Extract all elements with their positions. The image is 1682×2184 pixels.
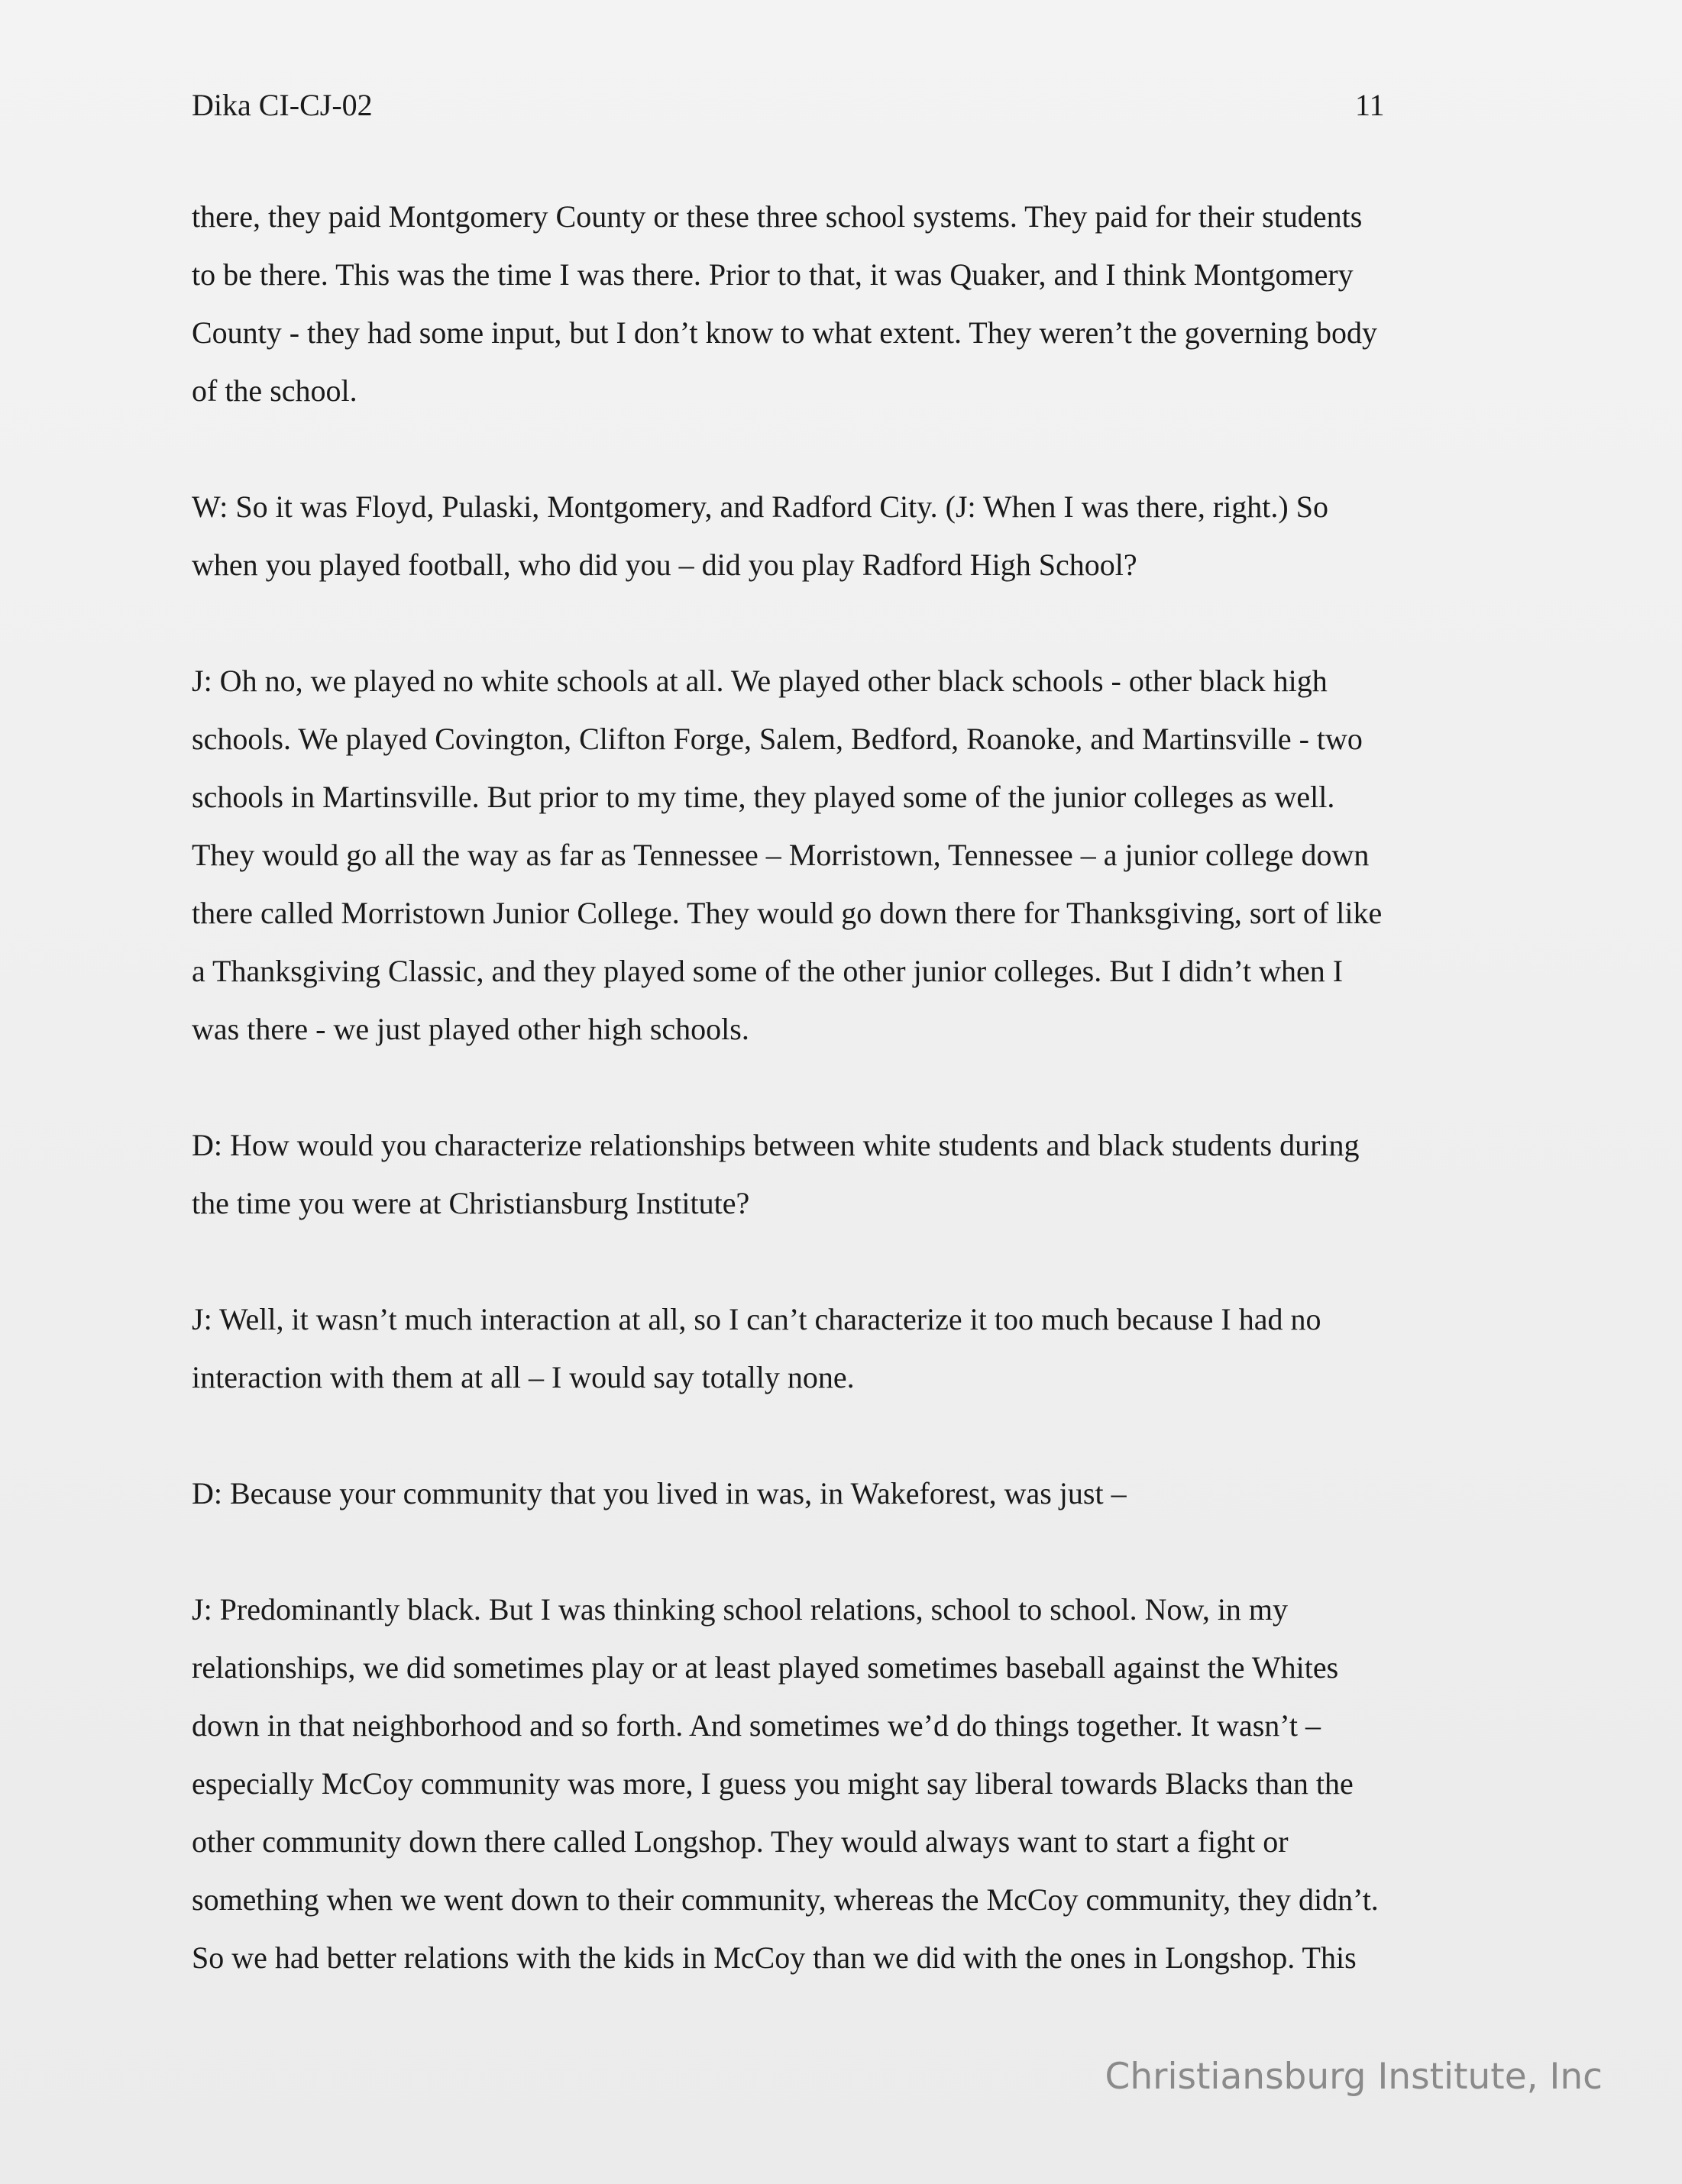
paragraph: [192, 1291, 1521, 1407]
text-line: interaction with them at all – I would say totally none.: [192, 1360, 855, 1394]
text-line: there, they paid Montgomery County or these three school systems. They paid for their students: [192, 199, 1363, 234]
paragraph: [192, 478, 1521, 594]
text-line: W: So it was Floyd, Pulaski, Montgomery, and Radford City. (J: When I was there, right.) So: [192, 489, 1328, 524]
text-line: D: How would you characterize relationships between white students and black students during: [192, 1128, 1360, 1162]
text-line: They would go all the way as far as Tennessee – Morristown, Tennessee – a junior college down: [192, 838, 1370, 872]
paragraph: [192, 188, 1521, 420]
text-line: relationships, we did sometimes play or at least played sometimes baseball against the Whites: [192, 1650, 1339, 1685]
transcript-body: [192, 188, 1521, 2045]
text-line: especially McCoy community was more, I guess you might say liberal towards Blacks than the: [192, 1766, 1354, 1801]
text-line: there called Morristown Junior College. They would go down there for Thanksgiving, sort of like: [192, 896, 1383, 930]
text-line: schools in Martinsville. But prior to my time, they played some of the junior colleges as well.: [192, 780, 1335, 814]
text-line: to be there. This was the time I was there. Prior to that, it was Quaker, and I think Montgomery: [192, 257, 1354, 292]
text-line: something when we went down to their community, whereas the McCoy community, they didn’t.: [192, 1882, 1379, 1917]
text-line: was there - we just played other high schools.: [192, 1012, 749, 1046]
text-line: other community down there called Longshop. They would always want to start a fight or: [192, 1824, 1289, 1859]
watermark-text: Christiansburg Institute, Inc: [1105, 2056, 1603, 2098]
text-line: a Thanksgiving Classic, and they played some of the other junior colleges. But I didn’t when I: [192, 954, 1344, 988]
text-line: So we had better relations with the kids in McCoy than we did with the ones in Longshop. This: [192, 1940, 1357, 1975]
text-line: schools. We played Covington, Clifton Forge, Salem, Bedford, Roanoke, and Martinsville - two: [192, 722, 1363, 756]
text-line: County - they had some input, but I don’t know to what extent. They weren’t the governing body: [192, 315, 1377, 350]
paragraph: [192, 1116, 1521, 1233]
text-line: J: Oh no, we played no white schools at all. We played other black schools - other black high: [192, 664, 1328, 698]
text-line: J: Predominantly black. But I was thinking school relations, school to school. Now, in my: [192, 1592, 1289, 1627]
page-number: 11: [1355, 88, 1385, 122]
text-line: when you played football, who did you – did you play Radford High School?: [192, 548, 1137, 582]
text-line: the time you were at Christiansburg Institute?: [192, 1186, 750, 1220]
paragraph: [192, 1581, 1521, 1987]
text-line: J: Well, it wasn’t much interaction at all, so I can’t characterize it too much because I had no: [192, 1302, 1321, 1336]
text-line: down in that neighborhood and so forth. And sometimes we’d do things together. It wasn’t –: [192, 1708, 1321, 1743]
paragraph: [192, 1465, 1521, 1523]
text-line: of the school.: [192, 373, 357, 408]
text-line: D: Because your community that you lived in was, in Wakeforest, was just –: [192, 1476, 1127, 1510]
paragraph: [192, 652, 1521, 1058]
document-id: Dika CI-CJ-02: [192, 88, 373, 122]
